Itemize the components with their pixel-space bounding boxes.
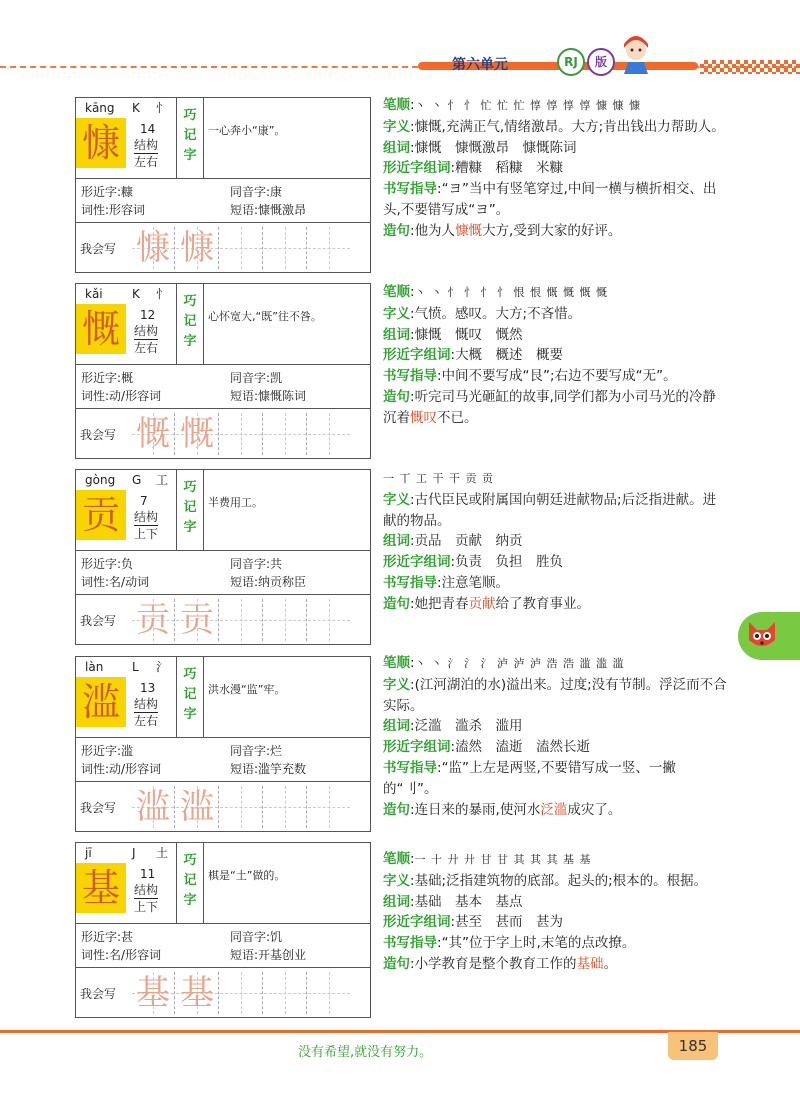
similar-char: 形近字:滥 (81, 744, 134, 758)
trace-char: 慷 (136, 228, 170, 268)
similar-words: 大概 概述 概要 (455, 347, 564, 364)
meaning-label: 字义 (383, 491, 410, 508)
homophone: 同音字:饥 (230, 930, 283, 944)
sentence-pre: 他为人 (414, 222, 456, 239)
radical: 忄 (156, 287, 169, 301)
mnemonic-text: 棋是“土”做的。 (208, 869, 286, 882)
detail-block-kang: 笔顺:丶 丶 忄 忄 忙 忙 忙 惇 惇 惇 惇 慷 慷 慷 字义:慷慨,充满正气,情绪激昂。大方;肯出钱出力帮助人。 组词:慷慨 慷慨激昂 慷慨陈词 形近字组词:糟糠 稻糠 米糠 书写指导:“ヨ”当中有竖笔穿过,中间一横与横折相交、出头,不要错写成“ヨ”。 造句:他为人慷慨大方,受到大家的好评。 (383, 97, 725, 239)
part-of-speech: 词性:名/形容词 (81, 948, 162, 962)
initial-letter: K (132, 287, 140, 301)
phrase: 短语:开基创业 (230, 948, 307, 962)
practice-cell[interactable] (132, 599, 175, 641)
practice-cell[interactable] (132, 413, 175, 455)
similar-char: 形近字:概 (81, 371, 134, 385)
sentence-pre: 连日来的暴雨,使河水 (414, 801, 541, 818)
phrase: 短语:慷慨陈词 (230, 389, 307, 403)
stroke-order: 丶 丶 忄 忄 忄 忄 恨 恨 慨 慨 慨 慨 (414, 286, 609, 299)
sentence-label: 造句 (383, 388, 410, 405)
stroke-order: 丶 丶 氵 氵 氵 泸 泸 泸 浩 浩 滥 滥 滥 (414, 657, 625, 670)
phrase: 短语:纳贡称臣 (230, 575, 307, 589)
main-character: 贡 (76, 490, 126, 540)
phrase: 短语:慷慨激昂 (230, 203, 307, 217)
writing-guide: 注意笔顺。 (441, 574, 510, 591)
trace-char: 贡 (180, 600, 214, 640)
sentence-post: 给了教育事业。 (495, 595, 591, 612)
similar-words-label: 形近字组词 (383, 160, 451, 177)
similar-char: 形近字:负 (81, 557, 134, 571)
practice-cell[interactable] (220, 972, 263, 1014)
practice-cell[interactable] (264, 599, 307, 641)
practice-cell[interactable] (176, 786, 219, 828)
homophone: 同音字:烂 (230, 744, 283, 758)
stroke-order-label: 笔顺 (383, 851, 410, 867)
writing-guide-label: 书写指导 (383, 181, 437, 198)
meaning-label: 字义 (383, 118, 410, 135)
practice-cell[interactable] (308, 413, 350, 455)
sentence-label: 造句 (383, 222, 410, 239)
practice-cell[interactable] (132, 972, 175, 1014)
sentence-highlight: 贡献 (468, 595, 496, 612)
writing-guide-label: 书写指导 (383, 574, 437, 591)
radical: 氵 (156, 660, 169, 674)
mnemonic-text: 心怀宽大,“既”往不咎。 (208, 310, 322, 323)
sentence-post: 大方,受到大家的好评。 (482, 222, 622, 239)
sentence-pre: 小学教育是整个教育工作的 (414, 955, 577, 972)
fox-mascot-icon (745, 618, 779, 652)
similar-words-label: 形近字组词 (383, 914, 451, 931)
meaning-label: 字义 (383, 872, 410, 889)
stroke-order: 一 十 廾 廾 甘 甘 其 其 其 基 基 (414, 853, 592, 866)
part-of-speech: 词性:动/形容词 (81, 762, 162, 776)
practice-cell[interactable] (308, 786, 350, 828)
unit-title: 第六单元 (452, 57, 508, 73)
pinyin: jī (85, 846, 92, 860)
practice-cell[interactable] (220, 786, 263, 828)
words-label: 组词 (383, 893, 410, 910)
footer-motto: 没有希望,就没有努力。 (298, 1045, 433, 1060)
words-label: 组词 (383, 533, 410, 550)
practice-cell[interactable] (264, 413, 307, 455)
stroke-count: 13 (140, 681, 156, 695)
sentence-highlight: 慷慨 (455, 222, 483, 239)
detail-block-lan: 笔顺:丶 丶 氵 氵 氵 泸 泸 泸 浩 浩 滥 滥 滥 字义:(江河湖泊的水)溢出来。过度;没有节制。浮泛而不合实际。 组词:泛滥 滥杀 滥用 形近字组词:溘然 溘逝 溘然长逝 书写指导:“监”上左是两竖,不要错写成一竖、一撇的“刂”。 造句:连日来的暴雨,使河水泛滥成灾了。 (383, 655, 727, 818)
header-checker-pattern (700, 60, 800, 74)
practice-label: 我会写 (80, 428, 117, 442)
practice-cell[interactable] (132, 227, 175, 269)
similar-char: 形近字:糠 (81, 185, 134, 199)
words: 贡品 贡献 纳贡 (414, 533, 523, 550)
words: 慷慨 慷慨激昂 慷慨陈词 (414, 139, 577, 156)
meaning: (江河湖泊的水)溢出来。过度;没有节制。浮泛而不合实际。 (383, 676, 727, 714)
writing-guide: “ヨ”当中有竖笔穿过,中间一横与横折相交、出头,不要错写成“ヨ”。 (383, 181, 717, 218)
mnemonic-label: 巧记字 (183, 480, 197, 535)
sentence-post: 不已。 (437, 409, 478, 426)
similar-char: 形近字:甚 (81, 930, 134, 944)
practice-cell[interactable] (176, 599, 219, 641)
pinyin: kāng (85, 101, 115, 115)
initial-letter: J (132, 846, 136, 860)
stroke-order-label: 笔顺 (383, 284, 410, 300)
homophone: 同音字:康 (230, 185, 283, 199)
mnemonic-label: 巧记字 (183, 853, 197, 908)
practice-cell[interactable] (176, 413, 219, 455)
practice-cell[interactable] (308, 972, 350, 1014)
stroke-count: 11 (140, 867, 156, 881)
structure-value: 上下 (134, 527, 159, 541)
radical: 土 (156, 846, 169, 860)
initial-letter: K (132, 101, 140, 115)
trace-char: 基 (136, 973, 170, 1013)
meaning: 慷慨,充满正气,情绪激昂。大方;肯出钱出力帮助人。 (414, 118, 725, 135)
char-card-kang (75, 97, 371, 273)
meaning: 气愤。感叹。大方;不吝惜。 (414, 305, 582, 322)
similar-words-label: 形近字组词 (383, 739, 451, 756)
sentence-pre: 听完司马光砸缸的故事,同学们都为小司马光的冷静沉着 (383, 388, 716, 426)
stroke-order-label: 笔顺 (383, 97, 410, 113)
sentence-highlight: 慨叹 (410, 409, 437, 426)
pinyin: gòng (85, 473, 116, 487)
detail-block-ji: 笔顺:一 十 廾 廾 甘 甘 其 其 其 基 基 字义:基础;泛指建筑物的底部。起头的;根本的。根据。 组词:基础 基本 基点 形近字组词:甚至 甚而 甚为 书写指导:“其”位于字上时,末笔的点改撩。 造句:小学教育是整个教育工作的基础。 (383, 851, 708, 972)
sentence-highlight: 基础 (576, 955, 604, 972)
practice-label: 我会写 (80, 801, 117, 815)
practice-cell[interactable] (132, 786, 175, 828)
practice-cell[interactable] (220, 413, 263, 455)
trace-char: 慷 (180, 228, 214, 268)
sentence-post: 成灾了。 (567, 801, 622, 818)
rj-badge: RJ (557, 48, 585, 76)
char-card-gong (75, 469, 371, 645)
writing-guide-label: 书写指导 (383, 935, 437, 952)
page-number: 185 (668, 1032, 718, 1060)
trace-char: 基 (180, 973, 214, 1013)
words-label: 组词 (383, 718, 410, 735)
practice-cell[interactable] (176, 227, 219, 269)
main-character: 滥 (76, 677, 126, 727)
stroke-order-label: 笔顺 (383, 655, 410, 671)
homophone: 同音字:共 (230, 557, 283, 571)
stroke-order: 一 丅 工 干 干 贡 贡 (383, 472, 494, 485)
stroke-count: 7 (140, 494, 148, 508)
words: 慷慨 慨叹 慨然 (414, 326, 523, 343)
sentence-label: 造句 (383, 801, 410, 818)
trace-char: 贡 (136, 600, 170, 640)
practice-label: 我会写 (80, 987, 117, 1001)
similar-words-label: 形近字组词 (383, 347, 451, 364)
mnemonic-label: 巧记字 (183, 108, 197, 163)
homophone: 同音字:凯 (230, 371, 283, 385)
sentence-highlight: 泛滥 (540, 801, 568, 818)
structure-value: 左右 (134, 341, 159, 355)
trace-char: 滥 (180, 787, 214, 827)
structure-label: 结构 (134, 697, 159, 711)
practice-cell[interactable] (220, 599, 263, 641)
char-card-kai (75, 283, 371, 459)
structure-label: 结构 (134, 138, 159, 152)
cartoon-girl-icon (618, 36, 654, 74)
meaning: 基础;泛指建筑物的底部。起头的;根本的。根据。 (414, 872, 708, 889)
similar-words: 负责 负担 胜负 (455, 554, 564, 571)
mnemonic-text: 一心奔小“康”。 (208, 124, 286, 137)
practice-cell[interactable] (264, 786, 307, 828)
writing-guide: “监”上左是两竖,不要错写成一竖、一撇的“刂”。 (383, 759, 676, 797)
main-character: 基 (76, 863, 126, 913)
practice-label: 我会写 (80, 614, 117, 628)
detail-block-kai: 笔顺:丶 丶 忄 忄 忄 忄 恨 恨 慨 慨 慨 慨 字义:气愤。感叹。大方;不吝惜。 组词:慷慨 慨叹 慨然 形近字组词:大概 概述 概要 书写指导:中间不要写成“艮”;右边不要写成“无”。 造句:听完司马光砸缸的故事,同学们都为小司马光的冷静沉着慨叹不已。 (383, 284, 716, 426)
practice-cell[interactable] (220, 227, 263, 269)
practice-cell[interactable] (264, 227, 307, 269)
edition-badge: 版 (587, 48, 615, 76)
radical: 工 (156, 473, 169, 487)
initial-letter: L (132, 660, 139, 674)
writing-guide: 中间不要写成“艮”;右边不要写成“无”。 (441, 368, 677, 385)
part-of-speech: 词性:名/动词 (81, 575, 150, 589)
practice-cell[interactable] (264, 972, 307, 1014)
structure-value: 左右 (134, 714, 159, 728)
detail-block-gong: 一 丅 工 干 干 贡 贡 字义:古代臣民或附属国向朝廷进献物品;后泛指进献。进献的物品。 组词:贡品 贡献 纳贡 形近字组词:负责 负担 胜负 书写指导:注意笔顺。 造句:她把青春贡献给了教育事业。 (383, 472, 717, 612)
sentence-label: 造句 (383, 595, 410, 612)
meaning: 古代臣民或附属国向朝廷进献物品;后泛指进献。进献的物品。 (383, 491, 717, 529)
phrase: 短语:滥竽充数 (230, 762, 307, 776)
stroke-count: 12 (140, 308, 156, 322)
stroke-order: 丶 丶 忄 忄 忙 忙 忙 惇 惇 惇 惇 慷 慷 慷 (414, 99, 642, 112)
part-of-speech: 词性:动/形容词 (81, 389, 162, 403)
initial-letter: G (132, 473, 142, 487)
words: 泛滥 滥杀 滥用 (414, 718, 523, 735)
similar-words: 甚至 甚而 甚为 (455, 914, 564, 931)
char-card-lan (75, 656, 371, 832)
meaning-label: 字义 (383, 305, 410, 322)
char-card-ji (75, 842, 371, 1018)
similar-words-label: 形近字组词 (383, 554, 451, 571)
pinyin: làn (85, 660, 104, 674)
trace-char: 滥 (136, 787, 170, 827)
writing-guide: “其”位于字上时,末笔的点改撩。 (441, 935, 636, 952)
practice-cell[interactable] (308, 599, 350, 641)
pinyin: kǎi (85, 287, 103, 301)
main-character: 慨 (76, 304, 126, 354)
structure-label: 结构 (134, 883, 159, 897)
practice-cell[interactable] (308, 227, 350, 269)
practice-label: 我会写 (80, 242, 117, 256)
sentence-post: 。 (603, 955, 618, 972)
stroke-count: 14 (140, 122, 156, 136)
structure-label: 结构 (134, 324, 159, 338)
practice-cell[interactable] (176, 972, 219, 1014)
trace-char: 慨 (180, 414, 214, 454)
structure-value: 上下 (134, 900, 159, 914)
similar-words: 糟糠 稻糠 米糠 (455, 160, 564, 177)
structure-label: 结构 (134, 510, 159, 524)
mnemonic-label: 巧记字 (183, 294, 197, 349)
words-label: 组词 (383, 326, 410, 343)
radical: 忄 (156, 101, 169, 115)
main-character: 慷 (76, 118, 126, 168)
words: 基础 基本 基点 (414, 893, 523, 910)
similar-words: 溘然 溘逝 溘然长逝 (455, 739, 591, 756)
sentence-label: 造句 (383, 955, 410, 972)
mnemonic-label: 巧记字 (183, 667, 197, 722)
writing-guide-label: 书写指导 (383, 368, 437, 385)
words-label: 组词 (383, 139, 410, 156)
meaning-label: 字义 (383, 676, 410, 693)
mnemonic-text: 洪水漫“监”牢。 (208, 683, 286, 696)
mnemonic-text: 半费用工。 (208, 496, 263, 509)
trace-char: 慨 (136, 414, 170, 454)
part-of-speech: 词性:形容词 (81, 203, 146, 217)
writing-guide-label: 书写指导 (383, 759, 437, 776)
sentence-pre: 她把青春 (414, 595, 469, 612)
structure-value: 左右 (134, 155, 159, 169)
